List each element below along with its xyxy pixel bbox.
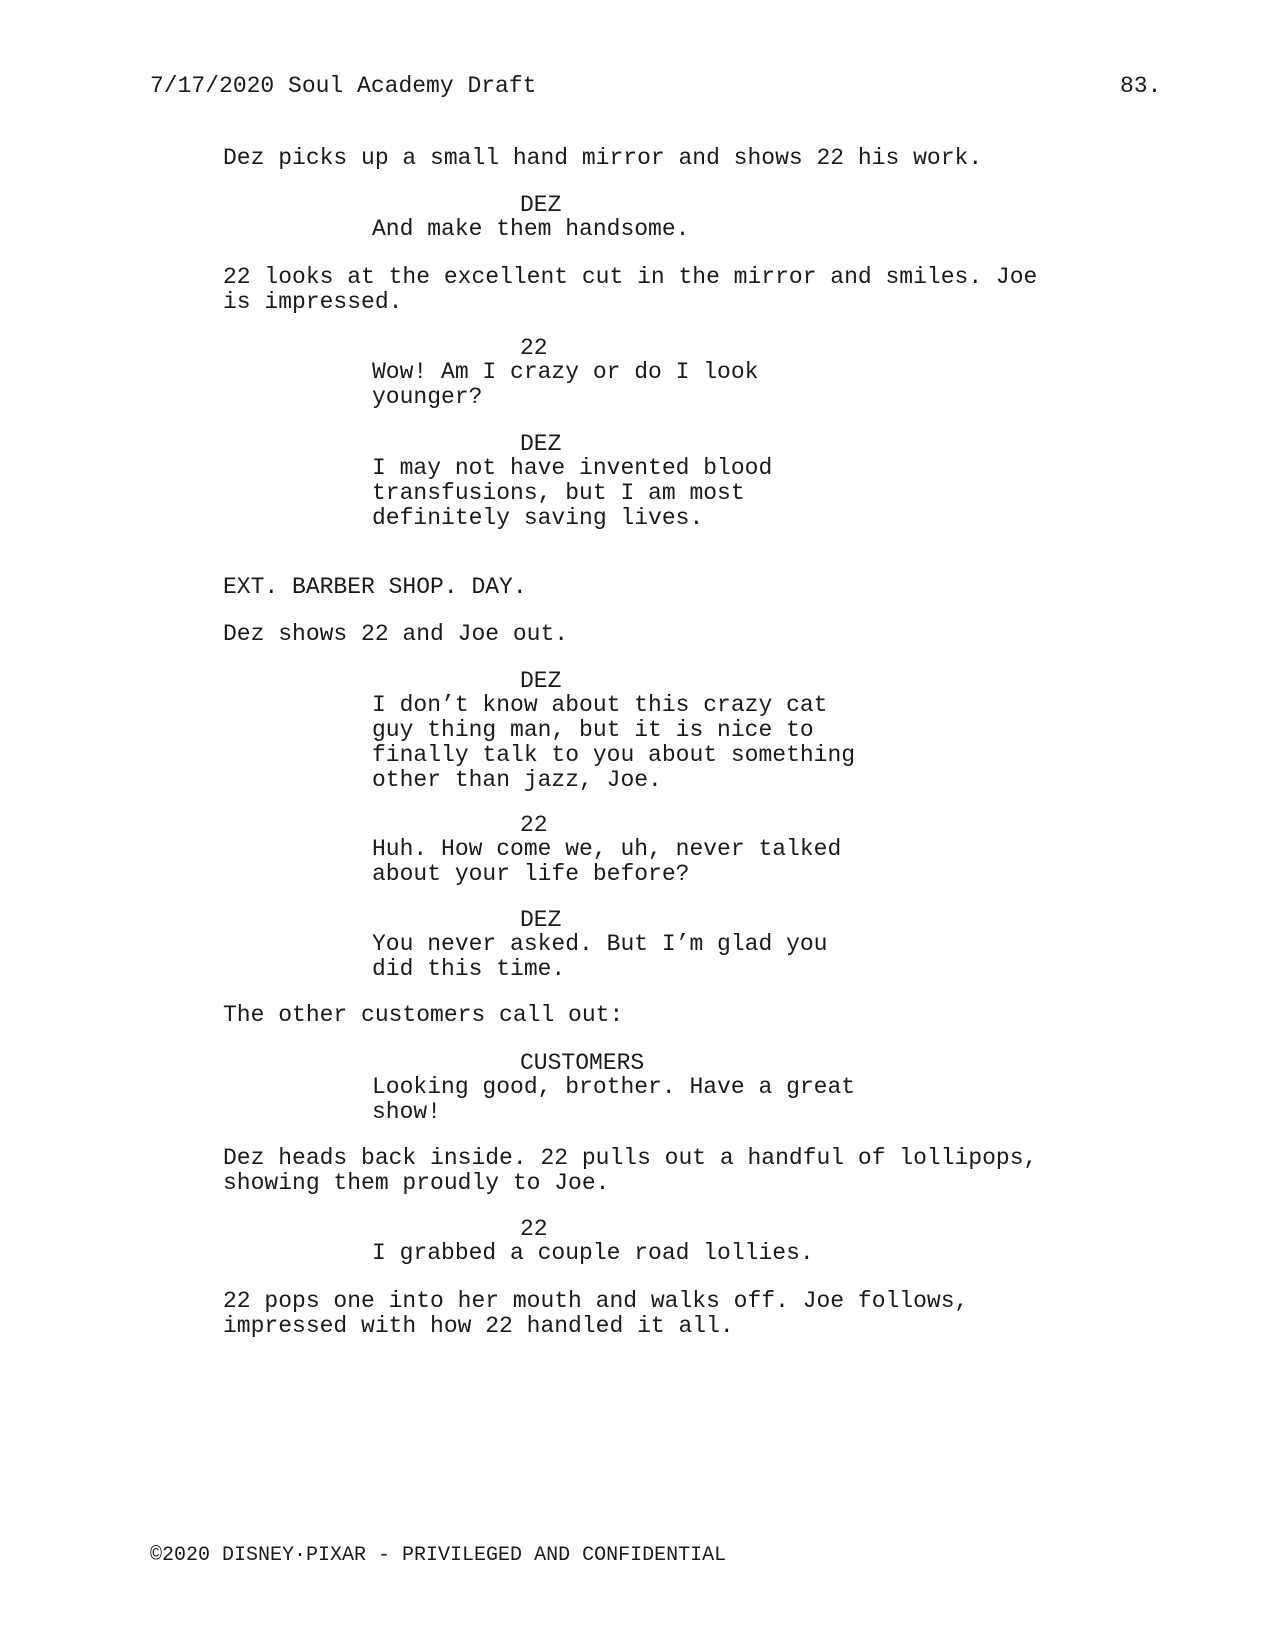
scene-heading: EXT. BARBER SHOP. DAY.: [223, 574, 527, 600]
dialogue: I may not have invented blood transfusions, but I am most definitely saving lives.: [372, 455, 773, 531]
character-name: DEZ: [520, 431, 562, 457]
dialogue: You never asked. But I’m glad you did this time.: [372, 931, 828, 982]
dialogue: I grabbed a couple road lollies.: [372, 1240, 814, 1266]
action-line: 22 pops one into her mouth and walks off. Joe follows, impressed with how 22 handled it all.: [223, 1288, 969, 1339]
dialogue: Huh. How come we, uh, never talked about your life before?: [372, 836, 842, 887]
confidential-footer: ©2020 DISNEY·PIXAR - PRIVILEGED AND CONFIDENTIAL: [150, 1544, 727, 1567]
dialogue: Looking good, brother. Have a great show!: [372, 1074, 856, 1125]
dialogue: Wow! Am I crazy or do I look younger?: [372, 359, 759, 410]
action-line: Dez shows 22 and Joe out.: [223, 621, 569, 647]
character-name: 22: [520, 1216, 548, 1242]
character-name: CUSTOMERS: [520, 1050, 645, 1076]
character-name: DEZ: [520, 668, 562, 694]
action-line: 22 looks at the excellent cut in the mirror and smiles. Joe is impressed.: [223, 264, 1038, 315]
character-name: DEZ: [520, 907, 562, 933]
action-line: Dez heads back inside. 22 pulls out a handful of lollipops, showing them proudly to Joe.: [223, 1145, 1038, 1196]
dialogue: I don’t know about this crazy cat guy thing man, but it is nice to finally talk to you about something other than jazz, Joe.: [372, 692, 856, 793]
page-header-draft-line: 7/17/2020 Soul Academy Draft: [150, 73, 537, 99]
character-name: 22: [520, 812, 548, 838]
character-name: 22: [520, 335, 548, 361]
action-line: The other customers call out:: [223, 1002, 624, 1028]
dialogue: And make them handsome.: [372, 216, 690, 242]
action-line: Dez picks up a small hand mirror and shows 22 his work.: [223, 145, 983, 171]
page-number: 83.: [1120, 73, 1162, 99]
character-name: DEZ: [520, 192, 562, 218]
